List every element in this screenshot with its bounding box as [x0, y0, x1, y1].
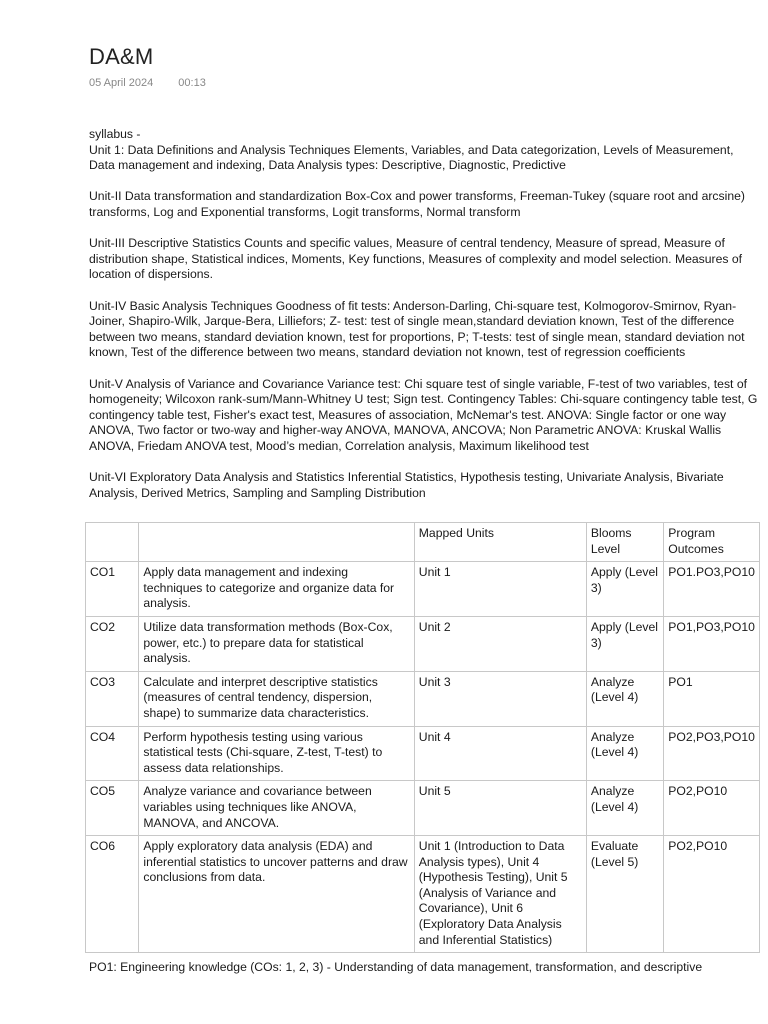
table-row [86, 726, 760, 781]
mapped-units: Unit 1 [414, 562, 586, 617]
unit-1-paragraph: Unit 1: Data Definitions and Analysis Techniques Elements, Variables, and Data categorization, Levels of Measurement, Data management and indexing, Data Analysis types: Descriptive, Diagnostic, Predictive [89, 142, 734, 173]
co-description: Utilize data transformation methods (Box-Cox, power, etc.) to prepare data for statistical analysis. [139, 616, 414, 671]
program-outcomes: PO2,PO3,PO10 [664, 726, 760, 781]
co-id: CO4 [86, 726, 139, 781]
co-description: Perform hypothesis testing using various statistical tests (Chi-square, Z-test, T-test) to assess data relationships. [139, 726, 414, 781]
program-outcomes: PO1.PO3,PO10 [664, 562, 760, 617]
unit-2-paragraph: Unit-II Data transformation and standardization Box-Cox and power transforms, Freeman-Tukey (square root and arcsine) transforms, Log and Exponential transforms, Logit transforms, Normal transform [89, 189, 745, 219]
co-description: Analyze variance and covariance between variables using techniques like ANOVA, MANOVA, and ANCOVA. [139, 781, 414, 836]
blooms-level: Evaluate (Level 5) [586, 836, 663, 953]
syllabus-section [89, 127, 761, 517]
co-id: CO5 [86, 781, 139, 836]
co-description: Apply exploratory data analysis (EDA) and inferential statistics to uncover patterns and draw conclusions from data. [139, 836, 414, 953]
unit-3-paragraph: Unit-III Descriptive Statistics Counts and specific values, Measure of central tendency, Measure of spread, Measure of distribution shape, Statistical indices, Moments, Key functions, Measures of complexity and model selection. Measures of location of dispersions. [89, 236, 743, 282]
co-description: Apply data management and indexing techniques to categorize and organize data for analysis. [139, 562, 414, 617]
mapped-units: Unit 4 [414, 726, 586, 781]
header-cell [86, 523, 139, 562]
program-outcome-note: PO1: Engineering knowledge (COs: 1, 2, 3) - Understanding of data management, transformation, and descriptive [89, 960, 703, 974]
header-cell: Blooms Level [586, 523, 663, 562]
page-title: DA&M [89, 44, 154, 69]
blooms-level: Analyze (Level 4) [586, 726, 663, 781]
syllabus-heading: syllabus - [89, 127, 141, 141]
mapped-units: Unit 3 [414, 671, 586, 726]
blooms-level: Apply (Level 3) [586, 616, 663, 671]
table-row [86, 671, 760, 726]
program-outcomes: PO2,PO10 [664, 781, 760, 836]
blooms-level: Analyze (Level 4) [586, 781, 663, 836]
header-cell [139, 523, 414, 562]
co-id: CO3 [86, 671, 139, 726]
program-outcomes: PO1 [664, 671, 760, 726]
note-metadata [89, 77, 228, 89]
program-outcomes: PO2,PO10 [664, 836, 760, 953]
unit-4-paragraph: Unit-IV Basic Analysis Techniques Goodness of fit tests: Anderson-Darling, Chi-square test, Kolmogorov-Smirnov, Ryan-Joiner, Shapiro-Wilk, Jarque-Bera, Lilliefors; Z- test: test of single mean,standard deviation known, Test of the difference between two means, standard deviation known, test for proportions, P; T-tests: test of single mean, standard deviation not known, Test of the difference between two means, standard deviation not known, test of regression coefficients [89, 298, 745, 360]
mapped-units: Unit 1 (Introduction to Data Analysis types), Unit 4 (Hypothesis Testing), Unit 5 (Analysis of Variance and Covariance), Unit 6 (Exploratory Data Analysis and Inferential Statistics) [414, 836, 586, 953]
co-id: CO1 [86, 562, 139, 617]
blooms-level: Analyze (Level 4) [586, 671, 663, 726]
header-cell: Program Outcomes [664, 523, 760, 562]
mapped-units: Unit 5 [414, 781, 586, 836]
unit-5-paragraph: Unit-V Analysis of Variance and Covariance Variance test: Chi square test of single variable, F-test of two variables, test of homogeneity; Wilcoxon rank-sum/Mann-Whitney U test; Sign test. Contingency Tables: Chi-square contingency table test, G contingency table test, Fisher's exact test, Measures of association, McNemar's test. ANOVA: Single factor or one way ANOVA, Two factor or two-way and higher-way ANOVA, MANOVA, ANCOVA; Non Parametric ANOVA: Kruskal Wallis ANOVA, Friedam ANOVA test, Mood’s median, Correlation analysis, Maximum likelihood test [89, 376, 758, 453]
course-outcomes-table [85, 522, 760, 953]
co-id: CO6 [86, 836, 139, 953]
unit-6-paragraph: Unit-VI Exploratory Data Analysis and Statistics Inferential Statistics, Hypothesis testing, Univariate Analysis, Bivariate Analysis, Derived Metrics, Sampling and Sampling Distribution [89, 470, 724, 500]
table-row [86, 781, 760, 836]
table-row [86, 562, 760, 617]
header-cell: Mapped Units [414, 523, 586, 562]
co-description: Calculate and interpret descriptive statistics (measures of central tendency, dispersion, shape) to summarize data characteristics. [139, 671, 414, 726]
table-row [86, 836, 760, 953]
program-outcomes: PO1,PO3,PO10 [664, 616, 760, 671]
note-time: 00:13 [178, 77, 206, 89]
table-row [86, 616, 760, 671]
blooms-level: Apply (Level 3) [586, 562, 663, 617]
table-header-row [86, 523, 760, 562]
mapped-units: Unit 2 [414, 616, 586, 671]
co-id: CO2 [86, 616, 139, 671]
note-date: 05 April 2024 [89, 77, 154, 89]
